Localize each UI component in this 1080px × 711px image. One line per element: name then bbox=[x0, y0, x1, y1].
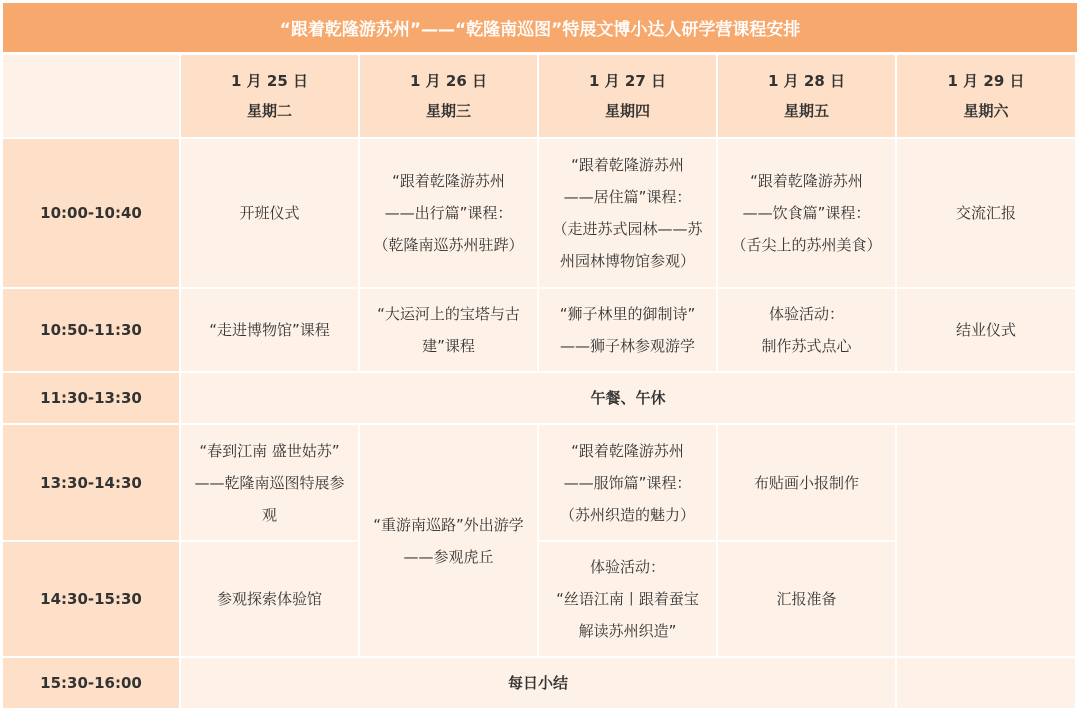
course-line: （乾隆南巡苏州驻跸） bbox=[373, 236, 524, 254]
course-cell bbox=[360, 289, 539, 373]
time-slot: 11:30-13:30 bbox=[3, 373, 181, 425]
course-line: 观 bbox=[261, 505, 277, 524]
table-row bbox=[3, 289, 1077, 373]
course-line: “重游南巡路”外出游学 bbox=[373, 515, 524, 534]
course-line: “丝语江南丨跟着蚕宝 bbox=[556, 590, 699, 608]
table-row bbox=[3, 658, 1077, 710]
course-cell bbox=[181, 289, 360, 373]
course-line: 解读苏州织造” bbox=[578, 622, 677, 640]
course-line: 交流汇报 bbox=[955, 204, 1016, 222]
time-slot: 10:50-11:30 bbox=[3, 289, 181, 373]
header-weekday: 星期五 bbox=[783, 102, 829, 120]
course-line: 结业仪式 bbox=[955, 321, 1016, 339]
course-line: 体验活动： bbox=[589, 558, 665, 576]
course-line: ——乾隆南巡图特展参 bbox=[194, 473, 345, 492]
course-line: （舌尖上的苏州美食） bbox=[731, 236, 882, 254]
empty-cell bbox=[897, 658, 1077, 710]
course-cell bbox=[181, 139, 360, 289]
header-day-3 bbox=[539, 55, 718, 139]
header-day-1 bbox=[181, 55, 360, 139]
course-line: “狮子林里的御制诗” bbox=[559, 305, 696, 323]
course-cell bbox=[539, 139, 718, 289]
header-weekday: 星期二 bbox=[246, 102, 292, 120]
lunch-break: 午餐、午休 bbox=[181, 373, 1077, 425]
course-cell bbox=[718, 289, 897, 373]
course-cell bbox=[718, 139, 897, 289]
course-cell bbox=[897, 139, 1077, 289]
course-cell bbox=[360, 425, 539, 658]
table-row bbox=[3, 425, 1077, 542]
header-day-5 bbox=[897, 55, 1077, 139]
course-line: “走进博物馆”课程 bbox=[209, 321, 330, 339]
header-weekday: 星期六 bbox=[963, 102, 1009, 120]
course-line: 布贴画小报制作 bbox=[753, 473, 859, 492]
course-cell bbox=[360, 139, 539, 289]
header-weekday: 星期三 bbox=[425, 102, 471, 120]
course-line: （走进苏式园林——苏 bbox=[552, 220, 703, 238]
course-cell bbox=[718, 542, 897, 658]
schedule-table bbox=[3, 55, 1077, 710]
course-line: 参观探索体验馆 bbox=[216, 590, 322, 608]
course-line: ——狮子林参观游学 bbox=[559, 337, 695, 355]
header-date: 1 月 29 日 bbox=[947, 72, 1025, 90]
course-cell bbox=[718, 425, 897, 542]
course-line: （苏州织造的魅力） bbox=[559, 505, 695, 524]
table-row bbox=[3, 139, 1077, 289]
course-line: 州园林博物馆参观） bbox=[559, 252, 695, 270]
course-line: “跟着乾隆游苏州 bbox=[392, 172, 505, 190]
time-slot: 13:30-14:30 bbox=[3, 425, 181, 542]
header-date: 1 月 27 日 bbox=[589, 72, 666, 90]
empty-cell bbox=[897, 425, 1077, 658]
course-line: “大运河上的宝塔与古 bbox=[377, 305, 520, 323]
header-weekday: 星期四 bbox=[604, 102, 650, 120]
course-cell bbox=[181, 542, 360, 658]
course-line: 制作苏式点心 bbox=[761, 337, 852, 355]
header-date: 1 月 28 日 bbox=[768, 72, 845, 90]
course-cell bbox=[897, 289, 1077, 373]
course-line: “春到江南 盛世姑苏” bbox=[199, 441, 340, 460]
header-date: 1 月 25 日 bbox=[231, 72, 308, 90]
header-date: 1 月 26 日 bbox=[410, 72, 487, 90]
course-line: ——饮食篇”课程： bbox=[742, 204, 871, 222]
course-line: ——居住篇”课程： bbox=[563, 188, 692, 206]
table-row bbox=[3, 373, 1077, 425]
course-cell bbox=[539, 289, 718, 373]
course-cell bbox=[539, 425, 718, 542]
header-day-2 bbox=[360, 55, 539, 139]
header-day-4 bbox=[718, 55, 897, 139]
course-cell bbox=[539, 542, 718, 658]
time-slot: 14:30-15:30 bbox=[3, 542, 181, 658]
course-line: 开班仪式 bbox=[239, 204, 300, 222]
header-row bbox=[3, 55, 1077, 139]
course-line: ——出行篇”课程： bbox=[384, 204, 513, 222]
schedule-title: “跟着乾隆游苏州”——“乾隆南巡图”特展文博小达人研学营课程安排 bbox=[3, 3, 1077, 52]
course-line: “跟着乾隆游苏州 bbox=[571, 156, 684, 174]
time-slot: 10:00-10:40 bbox=[3, 139, 181, 289]
course-line: ——服饰篇”课程： bbox=[563, 473, 692, 492]
course-line: 体验活动： bbox=[768, 305, 844, 323]
course-line: 汇报准备 bbox=[776, 590, 837, 608]
course-cell bbox=[181, 425, 360, 542]
course-line: “跟着乾隆游苏州 bbox=[750, 172, 863, 190]
time-slot: 15:30-16:00 bbox=[3, 658, 181, 710]
daily-summary: 每日小结 bbox=[181, 658, 897, 710]
course-line: 建”课程 bbox=[422, 337, 475, 355]
course-line: ——参观虎丘 bbox=[403, 547, 494, 566]
corner-cell bbox=[3, 55, 181, 139]
course-line: “跟着乾隆游苏州 bbox=[571, 441, 684, 460]
